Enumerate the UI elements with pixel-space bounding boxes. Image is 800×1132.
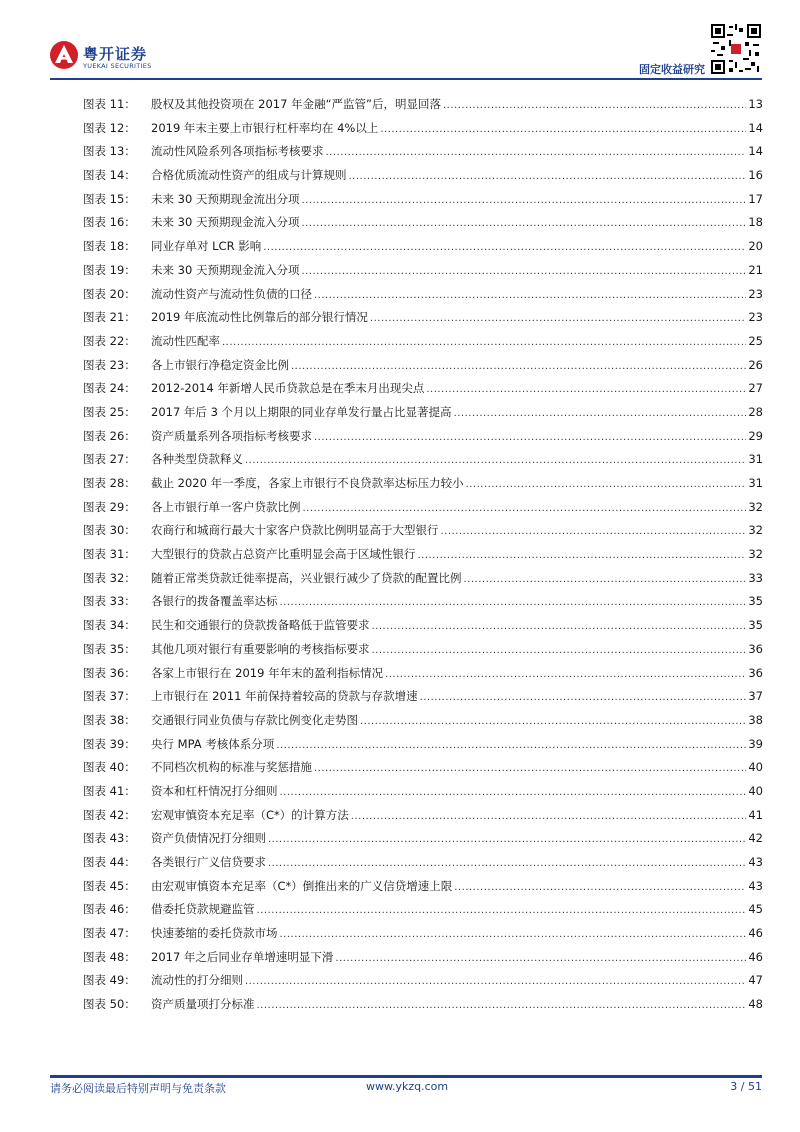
toc-dot-leader <box>426 378 746 402</box>
brand-name-en: YUEKAI SECURITIES <box>83 62 152 70</box>
toc-entry[interactable] <box>83 211 763 235</box>
toc-entry-title[interactable]: 2019 年底流动性比例靠后的部分银行情况 <box>151 310 368 325</box>
toc-dot-leader <box>301 260 746 284</box>
toc-dot-leader <box>303 497 747 521</box>
toc-entry[interactable] <box>83 496 763 520</box>
footer-divider <box>50 1075 762 1078</box>
toc-entry-page: 17 <box>748 191 763 206</box>
toc-entry-page: 46 <box>748 926 763 941</box>
page-header <box>0 0 800 90</box>
toc-entry-title[interactable]: 未来 30 天预期现金流入分项 <box>151 215 300 230</box>
toc-dot-leader <box>351 805 747 829</box>
toc-entry[interactable] <box>83 733 763 757</box>
toc-dot-leader <box>280 591 747 615</box>
toc-entry-page: 38 <box>748 712 763 727</box>
toc-entry-title[interactable]: 股权及其他投资项在 2017 年金融“严监管”后，明显回落 <box>151 97 441 111</box>
toc-dot-leader <box>245 970 746 994</box>
toc-entry[interactable] <box>83 401 763 425</box>
toc-entry-title[interactable]: 借委托贷款规避监管 <box>151 902 255 917</box>
toc-entry-page: 36 <box>748 641 763 656</box>
toc-entry-label: 图表 30： <box>83 523 136 538</box>
toc-entry[interactable] <box>83 922 763 946</box>
toc-entry[interactable] <box>83 827 763 851</box>
brand-name-cn: 粤开证券 <box>83 45 148 63</box>
toc-dot-leader <box>257 899 747 923</box>
toc-entry-title[interactable]: 各上市银行单一客户贷款比例 <box>151 499 301 514</box>
toc-entry[interactable] <box>83 685 763 709</box>
toc-entry-label: 图表 16： <box>83 215 136 230</box>
toc-entry-label: 图表 20： <box>83 286 136 301</box>
toc-entry-page: 32 <box>748 523 763 538</box>
toc-entry[interactable] <box>83 614 763 638</box>
toc-entry-title[interactable]: 各上市银行净稳定资金比例 <box>151 357 289 372</box>
toc-entry-title[interactable]: 资产质量项打分标准 <box>151 997 255 1012</box>
toc-entry-title[interactable]: 上市银行在 2011 年前保持着较高的贷款与存款增速 <box>151 689 418 704</box>
toc-entry-label: 图表 26： <box>83 428 136 443</box>
toc-entry-page: 29 <box>748 428 763 443</box>
toc-entry[interactable] <box>83 354 763 378</box>
toc-entry-page: 40 <box>748 760 763 775</box>
toc-entry-page: 27 <box>748 381 763 396</box>
toc-entry-page: 31 <box>748 452 763 467</box>
toc-entry-page: 35 <box>748 594 763 609</box>
toc-entry-title[interactable]: 截止 2020 年一季度，各家上市银行不良贷款率达标压力较小 <box>151 476 464 490</box>
toc-entry-page: 18 <box>748 215 763 230</box>
toc-entry-title[interactable]: 民生和交通银行的贷款拨备略低于监管要求 <box>151 618 370 633</box>
toc-entry-label: 图表 11： <box>83 97 136 111</box>
section-label: 固定收益研究 <box>639 63 705 76</box>
toc-entry-label: 图表 19： <box>83 262 136 277</box>
toc-dot-leader <box>268 852 746 876</box>
toc-dot-leader <box>314 284 746 308</box>
toc-dot-leader <box>372 639 747 663</box>
toc-entry[interactable] <box>83 283 763 307</box>
toc-entry-label: 图表 15： <box>83 191 136 206</box>
toc-entry[interactable] <box>83 946 763 970</box>
figure-index-list <box>83 93 763 1017</box>
toc-entry-page: 48 <box>748 997 763 1012</box>
toc-entry[interactable] <box>83 117 763 141</box>
toc-entry[interactable] <box>83 259 763 283</box>
toc-entry-page: 39 <box>748 736 763 751</box>
toc-dot-leader <box>263 236 746 260</box>
toc-entry-title[interactable]: 各种类型贷款释义 <box>151 452 243 467</box>
toc-entry[interactable] <box>83 472 763 496</box>
toc-entry-title[interactable]: 2017 年之后同业存单增速明显下滑 <box>151 949 334 964</box>
header-divider <box>50 78 762 80</box>
toc-entry-label: 图表 12： <box>83 120 136 135</box>
toc-entry-page: 23 <box>748 286 763 301</box>
toc-dot-leader <box>280 923 747 947</box>
toc-entry-title[interactable]: 农商行和城商行最大十家客户贷款比例明显高于大型银行 <box>151 523 439 538</box>
toc-entry-label: 图表 41： <box>83 783 136 798</box>
toc-entry-label: 图表 35： <box>83 641 136 656</box>
toc-entry[interactable] <box>83 93 763 117</box>
toc-dot-leader <box>464 568 747 592</box>
toc-entry-page: 13 <box>748 97 763 111</box>
toc-entry[interactable] <box>83 662 763 686</box>
toc-entry[interactable] <box>83 993 763 1017</box>
toc-dot-leader <box>418 544 747 568</box>
toc-entry-label: 图表 21： <box>83 310 136 325</box>
toc-entry-label: 图表 34： <box>83 618 136 633</box>
toc-entry-label: 图表 43： <box>83 831 136 846</box>
toc-entry[interactable] <box>83 448 763 472</box>
qr-code-icon <box>711 24 761 74</box>
toc-dot-leader <box>291 355 746 379</box>
toc-dot-leader <box>454 402 747 426</box>
toc-entry-title[interactable]: 流动性匹配率 <box>151 333 220 348</box>
toc-entry-label: 图表 47： <box>83 926 136 941</box>
toc-entry[interactable] <box>83 638 763 662</box>
toc-entry-title[interactable]: 不同档次机构的标准与奖惩措施 <box>151 760 312 775</box>
toc-dot-leader <box>314 757 746 781</box>
toc-entry-page: 46 <box>748 949 763 964</box>
toc-entry[interactable] <box>83 140 763 164</box>
toc-dot-leader <box>380 118 746 142</box>
toc-dot-leader <box>314 426 746 450</box>
toc-entry-title[interactable]: 合格优质流动性资产的组成与计算规则 <box>151 168 347 183</box>
toc-entry[interactable] <box>83 164 763 188</box>
toc-dot-leader <box>420 686 747 710</box>
toc-entry-page: 32 <box>748 499 763 514</box>
toc-dot-leader <box>280 781 747 805</box>
toc-dot-leader <box>370 307 746 331</box>
toc-entry-label: 图表 46： <box>83 902 136 917</box>
toc-entry-title[interactable]: 随着正常类贷款迁徙率提高，兴业银行减少了贷款的配置比例 <box>151 570 462 585</box>
footer-website-link[interactable]: www.ykzq.com <box>366 1080 449 1093</box>
toc-entry-page: 43 <box>748 855 763 869</box>
toc-entry[interactable] <box>83 804 763 828</box>
toc-entry[interactable] <box>83 543 763 567</box>
toc-dot-leader <box>301 189 746 213</box>
toc-entry-title[interactable]: 流动性资产与流动性负债的口径 <box>151 286 312 301</box>
toc-dot-leader <box>257 994 747 1018</box>
toc-entry-title[interactable]: 流动性的打分细则 <box>151 973 243 988</box>
toc-entry-page: 41 <box>748 807 763 822</box>
toc-entry[interactable] <box>83 709 763 733</box>
toc-entry[interactable] <box>83 969 763 993</box>
toc-entry-page: 23 <box>748 310 763 325</box>
toc-entry-title[interactable]: 资产负债情况打分细则 <box>151 831 266 846</box>
toc-entry-title[interactable]: 交通银行同业负债与存款比例变化走势图 <box>151 712 358 727</box>
toc-entry-title[interactable]: 同业存单对 LCR 影响 <box>151 239 262 254</box>
toc-entry[interactable] <box>83 780 763 804</box>
toc-entry[interactable] <box>83 519 763 543</box>
toc-entry-page: 21 <box>748 262 763 277</box>
toc-entry-page: 45 <box>748 902 763 917</box>
yuekai-logo-icon <box>49 40 79 70</box>
toc-entry-label: 图表 49： <box>83 973 136 988</box>
toc-entry-title[interactable]: 大型银行的贷款占总资产比重明显会高于区域性银行 <box>151 547 416 562</box>
toc-entry-label: 图表 27： <box>83 452 136 467</box>
toc-entry-page: 35 <box>748 618 763 633</box>
page-number: 3 / 51 <box>730 1080 762 1093</box>
toc-entry-page: 33 <box>748 570 763 585</box>
toc-entry-page: 26 <box>748 357 763 372</box>
toc-entry[interactable] <box>83 756 763 780</box>
toc-entry-label: 图表 28： <box>83 476 136 490</box>
toc-entry-title[interactable]: 未来 30 天预期现金流入分项 <box>151 262 300 277</box>
toc-entry[interactable] <box>83 235 763 259</box>
toc-entry-label: 图表 33： <box>83 594 136 609</box>
toc-entry[interactable] <box>83 330 763 354</box>
toc-entry-title[interactable]: 流动性风险系列各项指标考核要求 <box>151 144 324 159</box>
toc-entry-title[interactable]: 其他几项对银行有重要影响的考核指标要求 <box>151 641 370 656</box>
toc-entry-page: 20 <box>748 239 763 254</box>
toc-entry-label: 图表 31： <box>83 547 136 562</box>
toc-entry-label: 图表 32： <box>83 570 136 585</box>
toc-entry-label: 图表 24： <box>83 381 136 396</box>
toc-entry[interactable] <box>83 306 763 330</box>
toc-entry-page: 36 <box>748 665 763 680</box>
toc-entry-title[interactable]: 资本和杠杆情况打分细则 <box>151 783 278 798</box>
toc-entry[interactable] <box>83 377 763 401</box>
toc-entry-label: 图表 37： <box>83 689 136 704</box>
toc-entry[interactable] <box>83 590 763 614</box>
toc-entry-page: 37 <box>748 689 763 704</box>
toc-entry-page: 28 <box>748 404 763 419</box>
toc-entry-label: 图表 36： <box>83 665 136 680</box>
toc-entry-title[interactable]: 央行 MPA 考核体系分项 <box>151 736 275 751</box>
toc-entry-title[interactable]: 2012-2014 年新增人民币贷款总是在季末月出现尖点 <box>151 381 425 396</box>
toc-dot-leader <box>360 710 746 734</box>
toc-entry-label: 图表 25： <box>83 404 136 419</box>
toc-entry-title[interactable]: 未来 30 天预期现金流出分项 <box>151 191 300 206</box>
toc-dot-leader <box>268 828 746 852</box>
toc-dot-leader <box>372 615 747 639</box>
toc-entry-page: 47 <box>748 973 763 988</box>
toc-entry-label: 图表 18： <box>83 239 136 254</box>
toc-entry-label: 图表 48： <box>83 949 136 964</box>
toc-entry-label: 图表 29： <box>83 499 136 514</box>
toc-entry-page: 32 <box>748 547 763 562</box>
toc-entry-title[interactable]: 2017 年后 3 个月以上期限的同业存单发行量占比显著提高 <box>151 404 452 419</box>
toc-dot-leader <box>454 876 746 900</box>
toc-entry-label: 图表 45： <box>83 878 136 893</box>
yuekai-logo <box>49 40 189 76</box>
toc-dot-leader <box>276 734 746 758</box>
toc-entry-title[interactable]: 宏观审慎资本充足率（C*）的计算方法 <box>151 807 349 822</box>
toc-entry-label: 图表 44： <box>83 855 136 869</box>
page-footer <box>50 1080 762 1096</box>
toc-entry-title[interactable]: 各银行的拨备覆盖率达标 <box>151 594 278 609</box>
toc-entry[interactable] <box>83 188 763 212</box>
toc-entry-page: 25 <box>748 333 763 348</box>
toc-entry-label: 图表 39： <box>83 736 136 751</box>
toc-dot-leader <box>443 94 746 118</box>
toc-entry[interactable] <box>83 898 763 922</box>
toc-entry-page: 31 <box>748 476 763 490</box>
toc-entry-title[interactable]: 各类银行广义信贷要求 <box>151 855 266 869</box>
toc-dot-leader <box>326 141 747 165</box>
footer-disclaimer[interactable]: 请务必阅读最后特别声明与免责条款 <box>50 1082 226 1095</box>
toc-entry-page: 14 <box>748 120 763 135</box>
toc-entry-title[interactable]: 由宏观审慎资本充足率（C*）倒推出来的广义信贷增速上限 <box>151 878 453 893</box>
toc-entry-title[interactable]: 资产质量系列各项指标考核要求 <box>151 428 312 443</box>
toc-entry-title[interactable]: 快速萎缩的委托贷款市场 <box>151 926 278 941</box>
toc-dot-leader <box>349 165 747 189</box>
toc-entry-label: 图表 40： <box>83 760 136 775</box>
toc-entry-label: 图表 14： <box>83 168 136 183</box>
toc-entry-label: 图表 13： <box>83 144 136 159</box>
toc-entry-title[interactable]: 各家上市银行在 2019 年年末的盈利指标情况 <box>151 665 384 680</box>
toc-entry-label: 图表 22： <box>83 333 136 348</box>
toc-dot-leader <box>245 449 746 473</box>
toc-dot-leader <box>335 947 746 971</box>
toc-dot-leader <box>222 331 746 355</box>
toc-dot-leader <box>441 520 747 544</box>
toc-entry[interactable] <box>83 567 763 591</box>
toc-entry[interactable] <box>83 875 763 899</box>
toc-entry-label: 图表 42： <box>83 807 136 822</box>
toc-entry-label: 图表 23： <box>83 357 136 372</box>
toc-entry-page: 40 <box>748 783 763 798</box>
toc-entry-page: 14 <box>748 144 763 159</box>
toc-entry-label: 图表 50： <box>83 997 136 1012</box>
toc-dot-leader <box>385 663 746 687</box>
toc-entry-title[interactable]: 2019 年末主要上市银行杠杆率均在 4%以上 <box>151 120 379 135</box>
toc-entry[interactable] <box>83 851 763 875</box>
toc-dot-leader <box>466 473 747 497</box>
toc-entry[interactable] <box>83 425 763 449</box>
toc-entry-page: 16 <box>748 168 763 183</box>
toc-entry-label: 图表 38： <box>83 712 136 727</box>
toc-entry-page: 42 <box>748 831 763 846</box>
toc-entry-page: 43 <box>748 878 763 893</box>
toc-dot-leader <box>301 212 746 236</box>
